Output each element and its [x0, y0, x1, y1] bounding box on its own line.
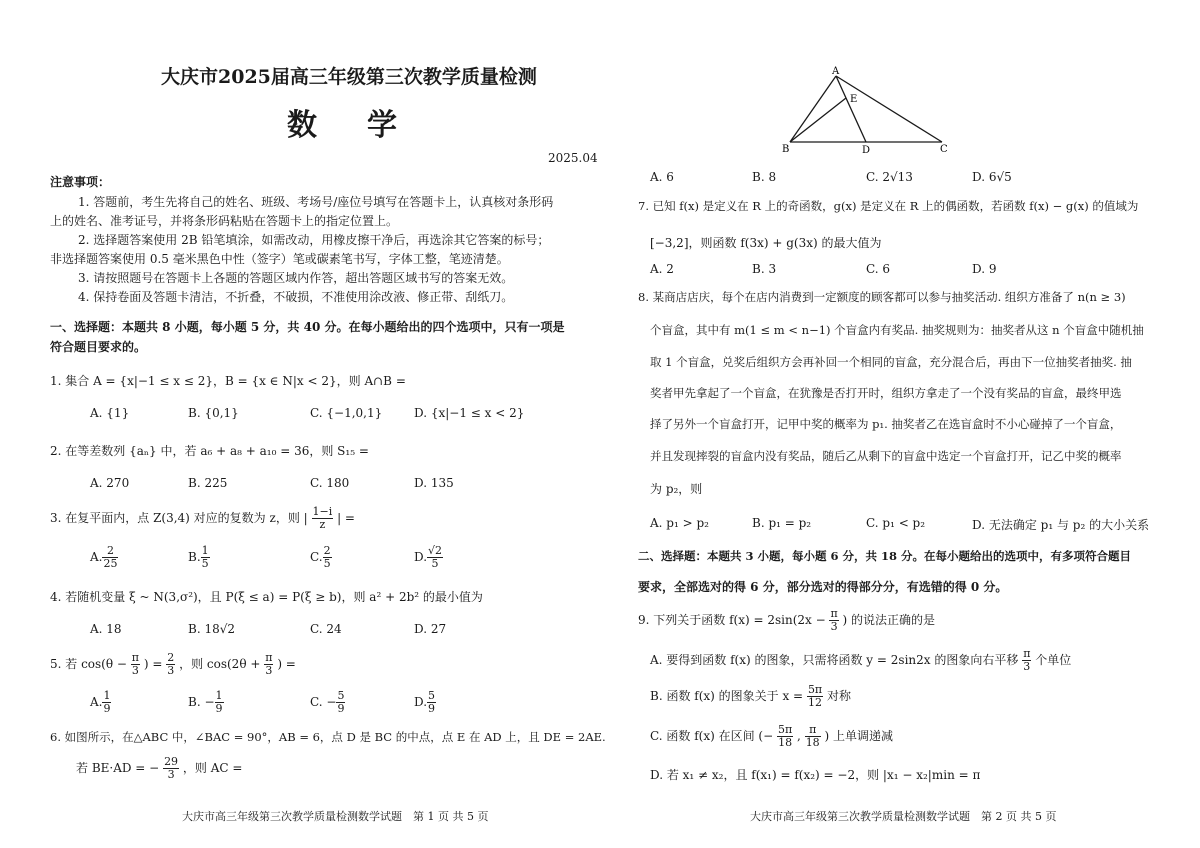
segment-be — [790, 98, 846, 142]
q9-option-b: B. 函数 f(x) 的图象关于 x = $\frac{5\pi}{12}$ 对称 — [650, 683, 852, 709]
q8-option-d: D. 无法确定 p₁ 与 p₂ 的大小关系 — [972, 518, 1150, 532]
exam-page-2 — [600, 0, 1200, 848]
question-9-stem: 9. 下列关于函数 f(x) = 2sin(2x − $\frac{\pi}{3}$ ) 的说法正确的是 — [638, 607, 936, 633]
q4-option-a: A. 18 — [90, 622, 122, 636]
q7-option-d: D. 9 — [972, 262, 997, 276]
q4-option-b: B. 18√2 — [188, 622, 235, 636]
q2-option-b: B. 225 — [188, 476, 228, 490]
q8-option-b: B. p₁ = p₂ — [752, 516, 812, 530]
q4-option-c: C. 24 — [310, 622, 342, 636]
question-8-line: 奖者甲先拿起了一个盲盒，在犹豫是否打开时，组织方拿走了一个没有奖品的盲盒，最终甲选 — [650, 386, 1122, 400]
section-heading: 一、选择题：本题共 8 小题，每小题 5 分，共 40 分。在每小题给出的四个选项中，只有一项是 — [50, 320, 565, 334]
q8-option-c: C. p₁ < p₂ — [866, 516, 926, 530]
exam-date: 2025.04 — [548, 151, 598, 165]
q3-option-a: A. $\frac{2}{25}$ — [90, 544, 118, 570]
q9-option-d: D. 若 x₁ ≠ x₂，且 f(x₁) = f(x₂) = −2，则 |x₁ − x₂|min = π — [650, 768, 981, 782]
notice-heading: 注意事项： — [50, 175, 111, 189]
q9-option-a: A. 要得到函数 f(x) 的图象，只需将函数 y = 2sin2x 的图象向右平移 $\frac{\pi}{3}$ 个单位 — [650, 647, 1072, 673]
q6-option-c: C. 2√13 — [866, 170, 913, 184]
question-3-stem: 3. 在复平面内，点 Z(3,4) 对应的复数为 z，则 | $\frac{1-i}{z}$ | = — [50, 505, 355, 531]
label-c: C — [940, 144, 948, 155]
question-8-line: 个盲盒，其中有 m(1 ≤ m < n−1) 个盲盒内有奖品. 抽奖规则为：抽奖者从这 n 个盲盒中随机抽 — [650, 323, 1144, 337]
question-4-stem: 4. 若随机变量 ξ ~ N(3,σ²)，且 P(ξ ≤ a) = P(ξ ≥ b)，则 a² + 2b² 的最小值为 — [50, 590, 483, 604]
question-8-line: 8. 某商店店庆，每个在店内消费到一定额度的顾客都可以参与抽奖活动. 组织方准备了 n(n ≥ 3) — [638, 290, 1126, 304]
question-6-line1: 6. 如图所示，在△ABC 中，∠BAC = 90°，AB = 6，点 D 是 BC 的中点，点 E 在 AD 上，且 DE = 2AE. — [50, 730, 606, 744]
section-heading: 二、选择题：本题共 3 小题，每小题 6 分，共 18 分。在每小题给出的选项中，有多项符合题目 — [638, 549, 1132, 563]
q3-option-d: D. $\frac{√2}{5}$ — [414, 544, 443, 570]
question-1-stem: 1. 集合 A = {x|−1 ≤ x ≤ 2}，B = {x ∈ N|x < 2}，则 A∩B = — [50, 374, 406, 388]
q4-option-d: D. 27 — [414, 622, 447, 636]
exam-title: 大庆市2025届高三年级第三次教学质量检测 — [161, 66, 537, 88]
notice-line: 非选择题答案使用 0.5 毫米黑色中性（签字）笔或碳素笔书写，字体工整，笔迹清楚。 — [50, 252, 509, 266]
question-8-line: 并且发现摔裂的盲盒内没有奖品，随后乙从剩下的盲盒中选定一个盲盒打开，记乙中奖的概率 — [650, 449, 1122, 463]
notice-line: 2. 选择题答案使用 2B 铅笔填涂，如需改动，用橡皮擦干净后，再选涂其它答案的标号； — [78, 233, 550, 247]
q5-option-b: B. − $\frac{1}{9}$ — [188, 689, 223, 715]
q2-option-d: D. 135 — [414, 476, 454, 490]
q3-option-c: C. $\frac{2}{5}$ — [310, 544, 331, 570]
fraction: $\frac{1-i}{z}$ — [312, 505, 333, 531]
question-7-line1: 7. 已知 f(x) 是定义在 R 上的奇函数，g(x) 是定义在 R 上的偶函数，若函数 f(x) − g(x) 的值域为 — [638, 199, 1139, 213]
q6-option-d: D. 6√5 — [972, 170, 1012, 184]
q1-option-c: C. {−1,0,1} — [310, 406, 383, 420]
q6-option-b: B. 8 — [752, 170, 777, 184]
notice-line: 上的姓名、准考证号，并将条形码粘贴在答题卡上的指定位置上。 — [50, 214, 399, 228]
question-5-stem: 5. 若 cos(θ − $\frac{\pi}{3}$ ) = $\frac{2}{3}$ ，则 cos(2θ + $\frac{\pi}{3}$ ) = — [50, 651, 296, 677]
q3-option-b: B. $\frac{1}{5}$ — [188, 544, 209, 570]
question-8-line: 取 1 个盲盒，兑奖后组织方会再补回一个相同的盲盒，充分混合后，再由下一位抽奖者抽奖. 抽 — [650, 355, 1132, 369]
label-a: A — [832, 66, 840, 77]
q1-option-b: B. {0,1} — [188, 406, 239, 420]
q9-option-c: C. 函数 f(x) 在区间 (− $\frac{5\pi}{18}$ , $\frac{\pi}{18}$ ) 上单调递减 — [650, 723, 894, 749]
notice-line: 1. 答题前，考生先将自己的姓名、班级、考场号/座位号填写在答题卡上，认真核对条形码 — [78, 195, 554, 209]
question-7-line2: [−3,2]，则函数 f(3x) + g(3x) 的最大值为 — [650, 236, 882, 250]
q1-option-a: A. {1} — [90, 406, 130, 420]
q5-option-c: C. − $\frac{5}{9}$ — [310, 689, 345, 715]
label-b: B — [782, 144, 790, 155]
q7-option-b: B. 3 — [752, 262, 777, 276]
notice-line: 3. 请按照题号在答题卡上各题的答题区域内作答，超出答题区域书写的答案无效。 — [78, 271, 514, 285]
triangle-figure — [780, 64, 950, 156]
section-heading: 符合题目要求的。 — [50, 340, 147, 354]
question-2-stem: 2. 在等差数列 {aₙ} 中，若 a₆ + a₈ + a₁₀ = 36，则 S₁₅ = — [50, 444, 369, 458]
page-footer: 大庆市高三年级第三次教学质量检测数学试题 第 1 页 共 5 页 — [182, 810, 489, 823]
question-8-line: 择了另外一个盲盒打开，记甲中奖的概率为 p₁. 抽奖者乙在选盲盒时不小心碰掉了一个盲盒， — [650, 417, 1122, 431]
q8-option-a: A. p₁ > p₂ — [650, 516, 709, 530]
section-heading: 要求，全部选对的得 6 分，部分选对的得部分分，有选错的得 0 分。 — [638, 580, 1008, 594]
label-d: D — [862, 145, 871, 156]
segment-ab — [790, 76, 836, 142]
q5-option-a: A. $\frac{1}{9}$ — [90, 689, 111, 715]
question-8-line: 为 p₂，则 — [650, 482, 703, 496]
q2-option-a: A. 270 — [90, 476, 130, 490]
q5-option-d: D. $\frac{5}{9}$ — [414, 689, 436, 715]
question-6-line2: 若 BE·AD = − $\frac{29}{3}$ ，则 AC = — [76, 755, 243, 781]
subject-title: 数 学 — [287, 108, 407, 143]
q7-option-c: C. 6 — [866, 262, 891, 276]
label-e: E — [850, 94, 858, 105]
notice-line: 4. 保持卷面及答题卡清洁，不折叠，不破损，不准使用涂改液、修正带、刮纸刀。 — [78, 290, 514, 304]
q6-option-a: A. 6 — [650, 170, 674, 184]
q7-option-a: A. 2 — [650, 262, 674, 276]
q1-option-d: D. {x|−1 ≤ x < 2} — [414, 406, 525, 420]
segment-ac — [836, 76, 942, 142]
q2-option-c: C. 180 — [310, 476, 350, 490]
page-footer: 大庆市高三年级第三次教学质量检测数学试题 第 2 页 共 5 页 — [750, 810, 1057, 823]
